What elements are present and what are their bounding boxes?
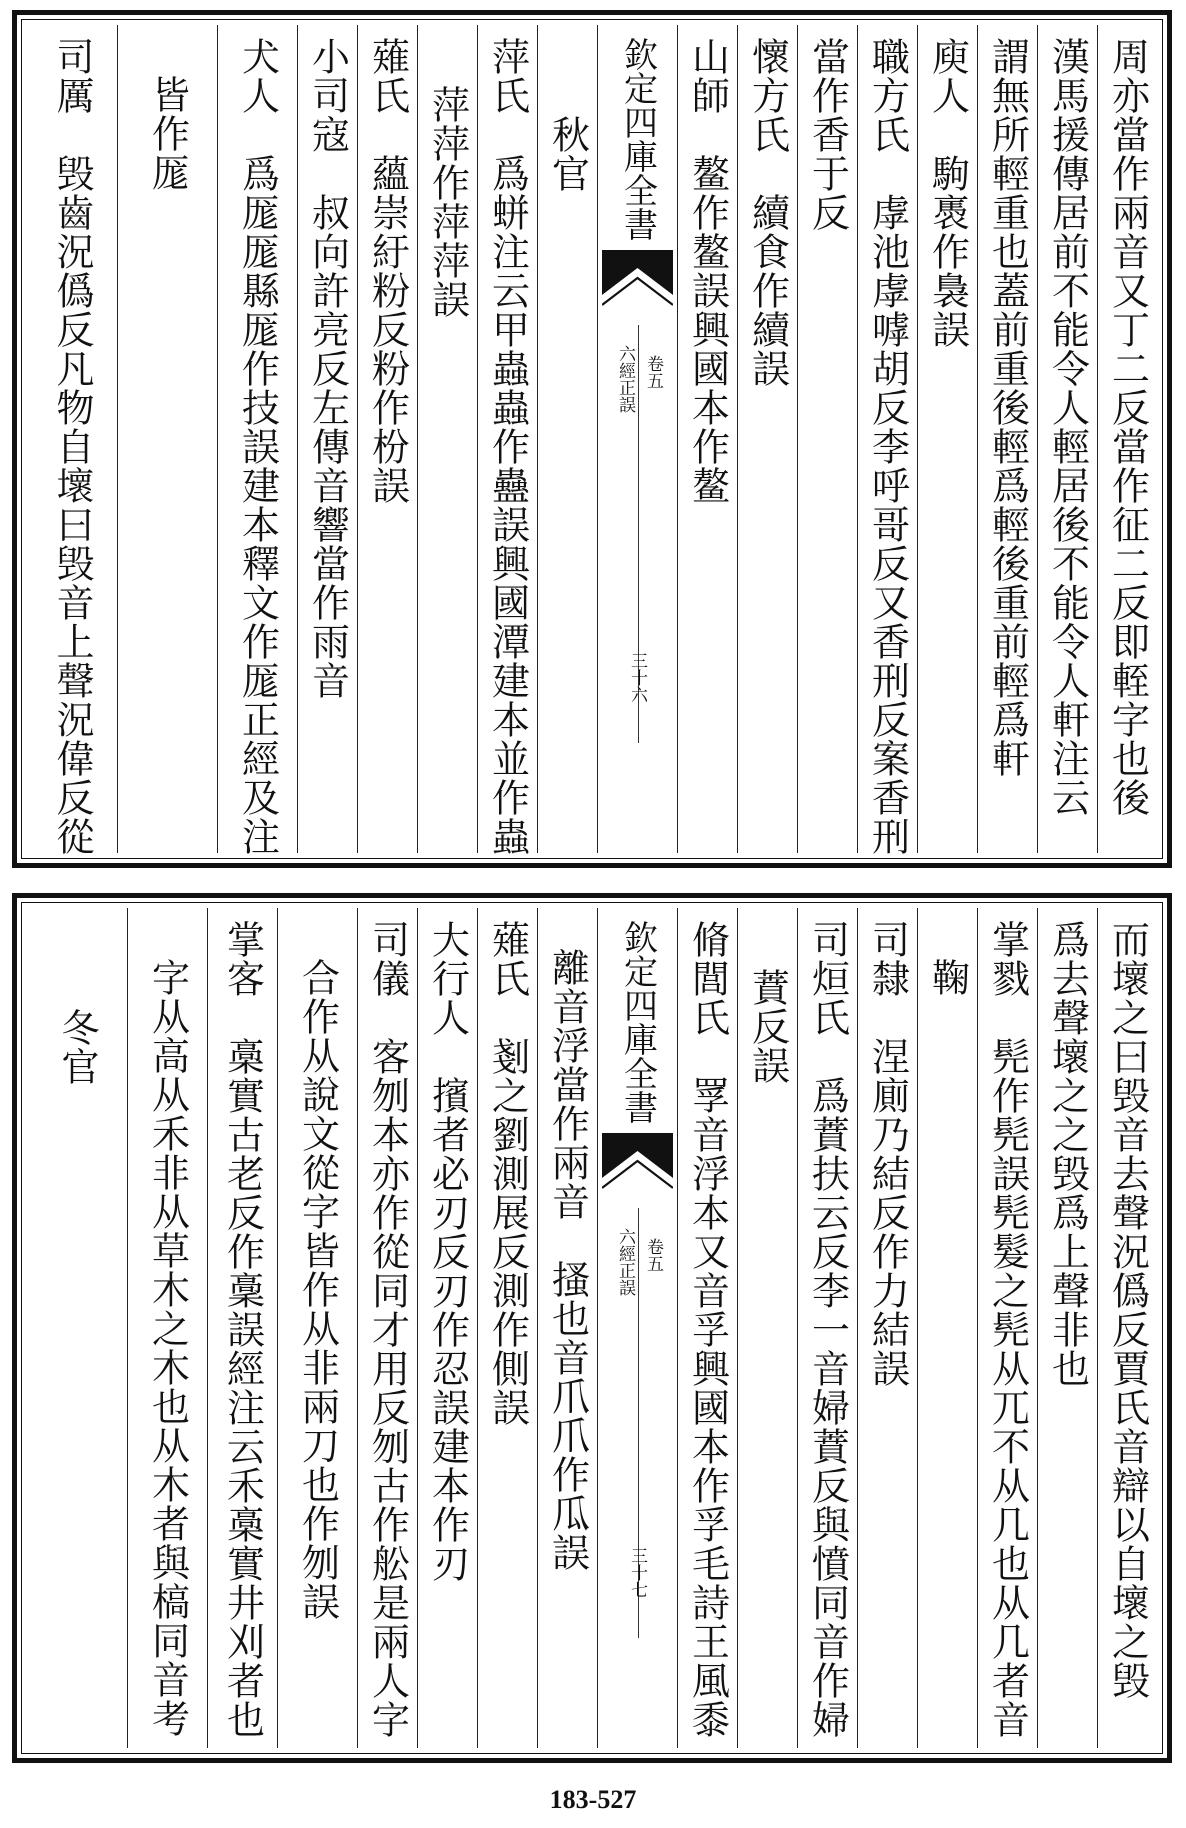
- column-text: 脩閭氏 罦音浮本又音孚興國本作孚毛詩王風黍: [685, 920, 730, 1739]
- column-text: 薙氏 蘊崇紆粉反粉作枌誤: [365, 37, 410, 505]
- column-text: 掌客 槀實古老反作稾誤經注云禾槀實井刈者也: [220, 920, 265, 1739]
- fold-volume: 卷五: [643, 355, 663, 389]
- column-text: 萍萍作萍萍誤: [425, 85, 470, 319]
- text-column: [357, 25, 417, 853]
- bottom-page-frame: [12, 893, 1172, 1763]
- text-column: [297, 25, 357, 853]
- text-column: [277, 908, 357, 1748]
- text-column: [477, 25, 537, 856]
- text-column: [127, 908, 207, 1748]
- column-text: 山師 鳌作鳌誤興國本作鳌: [685, 37, 730, 505]
- text-column: [537, 25, 597, 853]
- column-text: 字从高从禾非从草木之木也从木者與槁同音考: [145, 958, 190, 1738]
- text-column: [1097, 25, 1157, 853]
- column-text: 離音浮當作兩音 搔也音爪爪作瓜誤: [545, 948, 590, 1572]
- column-text: 冬官: [55, 1008, 99, 1086]
- column-text: 周亦當作兩音又丁二反當作征二反即輊字也後: [1105, 37, 1150, 817]
- column-text: 司厲 毁齒況僞反凡物自壞曰毁音上聲況偉反從: [50, 37, 94, 856]
- text-column: [207, 908, 277, 1748]
- text-column: [857, 25, 917, 856]
- column-text: 犬人 爲厖厖縣厖作技誤建本釋文作厖正經及注: [235, 37, 280, 856]
- column-text: 大行人 擯者必刃反刃作忍誤建本作刃: [425, 920, 470, 1583]
- fold-header: 欽定四庫全書: [617, 37, 658, 241]
- column-text: 謂無所輕重也蓋前重後輕爲輕後重前輕爲軒: [985, 37, 1030, 778]
- top-page-frame: [12, 10, 1172, 868]
- text-column: [537, 908, 597, 1748]
- text-column: [677, 25, 737, 853]
- column-text: 庾人 駒褭作裊誤: [925, 37, 970, 349]
- text-column: [27, 908, 127, 1748]
- text-column: [117, 25, 217, 853]
- column-text: 小司寇 叔向許亮反左傳音響當作雨音: [305, 37, 350, 700]
- column-text: 薙氏 剗之劉測展反測作側誤: [485, 920, 530, 1427]
- column-text: 鞠: [925, 958, 970, 997]
- text-column: [797, 25, 857, 853]
- text-column: [1097, 908, 1157, 1748]
- fold-center-column: [597, 908, 677, 1748]
- text-column: [857, 908, 917, 1748]
- fold-header: 欽定四庫全書: [617, 920, 658, 1124]
- column-text: 蕡反誤: [745, 968, 790, 1085]
- text-column: [27, 25, 117, 856]
- column-text: 職方氏 虖池虖嘑胡反李呼哥反又香刑反案香刑: [865, 37, 910, 856]
- fold-book-title: 六經正誤: [615, 1228, 635, 1296]
- column-text: 合作从說文從字皆作从非兩刀也作刎誤: [295, 958, 340, 1621]
- column-text: 懷方氏 續食作續誤: [745, 37, 790, 388]
- column-text: 掌戮 髡作髡誤髡髮之髡从兀不从几也从几者音: [985, 920, 1030, 1739]
- text-column: [917, 25, 977, 853]
- fishtail-mark: [602, 1133, 673, 1203]
- text-column: [1037, 908, 1097, 1748]
- bottom-page-columns: [27, 908, 1157, 1748]
- column-text: 司烜氏 爲蕡扶云反李一音婦蕡反與憤同音作婦: [805, 920, 850, 1739]
- column-text: 秋官: [545, 115, 590, 193]
- fold-leaf-number: 三十六: [627, 652, 647, 703]
- fold-volume: 卷五: [643, 1238, 663, 1272]
- text-column: [977, 25, 1037, 853]
- column-text: 萍氏 爲蛢注云甲蟲蟲作蠱誤興國潭建本並作蟲: [485, 37, 530, 856]
- text-column: [417, 25, 477, 853]
- text-column: [977, 908, 1037, 1748]
- top-page-columns: [27, 25, 1157, 856]
- text-column: [477, 908, 537, 1748]
- column-text: 司儀 客刎本亦作從同才用反刎古作舩是兩人字: [365, 920, 410, 1739]
- column-text: 當作香于反: [805, 37, 850, 232]
- fishtail-mark: [602, 250, 673, 320]
- text-column: [417, 908, 477, 1748]
- fold-book-title: 六經正誤: [615, 345, 635, 413]
- fold-center-column: [597, 25, 677, 853]
- column-text: 爲去聲壞之之毁爲上聲非也: [1045, 920, 1090, 1388]
- text-column: [1037, 25, 1097, 853]
- fold-leaf-number: 三十七: [627, 1547, 647, 1598]
- text-column: [797, 908, 857, 1748]
- column-text: 皆作厖: [145, 75, 190, 192]
- text-column: [677, 908, 737, 1748]
- text-column: [737, 908, 797, 1748]
- text-column: [917, 908, 977, 1748]
- text-column: [217, 25, 297, 856]
- text-column: [357, 908, 417, 1748]
- text-column: [737, 25, 797, 853]
- page-number: 183-527: [549, 1785, 637, 1814]
- column-text: 而壞之曰毁音去聲況僞反賈氏音辯以自壞之毁: [1105, 920, 1150, 1700]
- column-text: 漢馬援傳居前不能令人輕居後不能令人軒注云: [1045, 37, 1090, 817]
- column-text: 司隸 涅廁乃結反作力結誤: [865, 920, 910, 1388]
